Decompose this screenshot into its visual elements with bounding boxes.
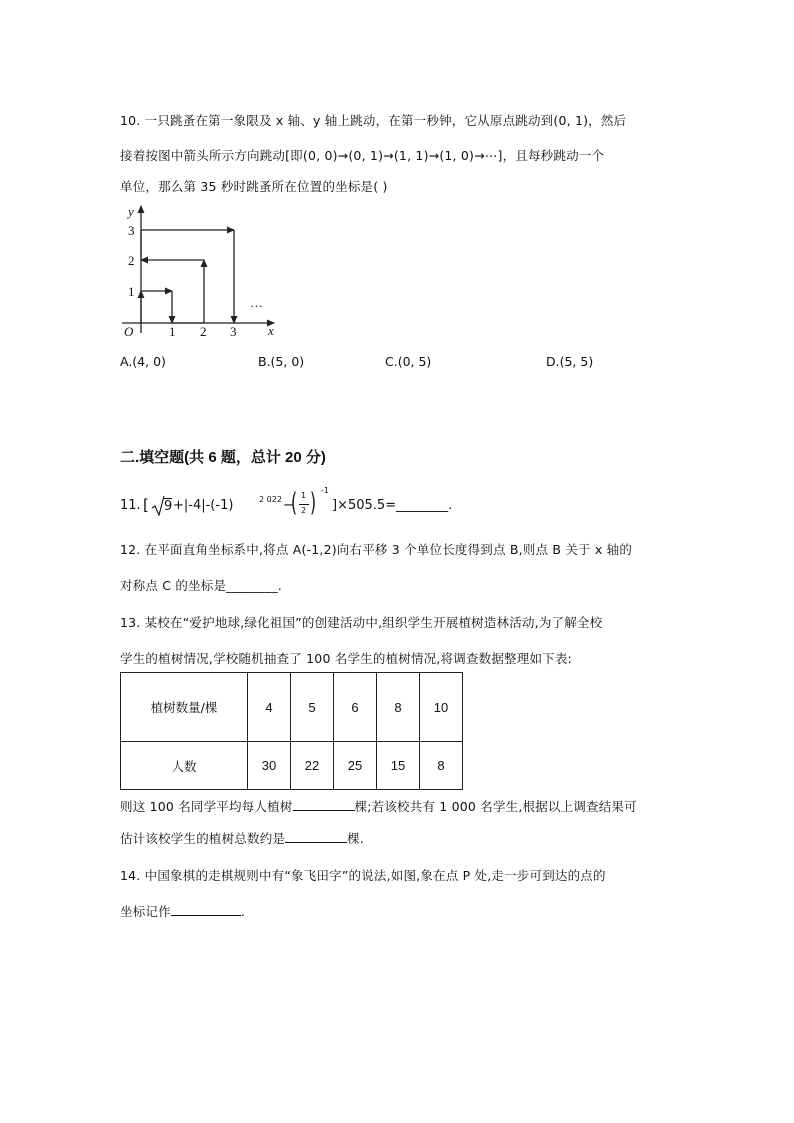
x-tick-3: 3 [230,324,237,338]
q14-text-line-1: 14. 中国象棋的走棋规则中有“象飞田字”的说法,如图,象在点 P 处,走一步可到达的点的 [120,868,606,883]
row-label-tree-count: 植树数量/棵 [121,673,248,742]
q11-tail: ]×505.5=________. [332,498,453,513]
q13-text-line-2: 学生的植树情况,学校随机抽查了 100 名学生的植树情况,将调查数据整理如下表: [120,651,572,666]
q11-exponent: 2 022 [259,495,282,504]
x-tick-1: 1 [169,324,176,338]
table-cell: 10 [420,673,463,742]
table-cell: 4 [248,673,291,742]
q11-open-bracket: [ [143,496,149,514]
fraction-bar [299,504,309,505]
option-c: C.(0, 5) [385,354,432,369]
q12-text-line-1: 12. 在平面直角坐标系中,将点 A(-1,2)向右平移 3 个单位长度得到点 B,则点 B 关于 x 轴的 [120,542,633,557]
answer-blank[interactable] [171,903,241,916]
q14-line2-end: . [240,904,245,919]
flea-path-figure [118,203,288,338]
q13-text-line-1: 13. 某校在“爱护地球,绿化祖国”的创建活动中,组织学生开展植树造林活动,为了解全校 [120,615,603,630]
table-cell: 30 [248,742,291,790]
row-label-people: 人数 [121,742,248,790]
q11-frac-num: 1 [301,491,307,500]
section-2-heading: 二.填空题(共 6 题，总计 20 分) [120,449,326,466]
radical-sign [151,495,165,517]
q11-frac-den: 2 [301,506,307,515]
table-cell: 5 [291,673,334,742]
option-d: D.(5, 5) [546,354,594,369]
q14-text-line-2 [120,902,245,920]
q13-line3-end: 棵;若该校共有 1 000 名学生,根据以上调查结果可 [354,799,637,814]
q10-text-line-1: 10. 一只跳蚤在第一象限及 x 轴、y 轴上跳动，在第一秒钟，它从原点跳动到(0, 1)，然后 [120,113,627,128]
option-a: A.(4, 0) [120,354,166,369]
q13-line3-start: 则这 100 名同学平均每人植树 [120,799,293,814]
y-tick-1: 1 [128,284,135,299]
q13-text-line-4 [120,829,364,847]
x-tick-2: 2 [200,324,207,338]
q10-text-line-2: 接着按图中箭头所示方向跳动[即(0, 0)→(0, 1)→(1, 1)→(1, 0)→⋯]，且每秒跳动一个 [120,148,605,163]
answer-blank[interactable] [285,830,347,843]
table-cell: 6 [334,673,377,742]
q13-line4-start: 估计该校学生的植树总数约是 [120,831,286,846]
q11-number: 11. [120,498,141,513]
y-axis-label: y [128,204,134,219]
y-tick-2: 2 [128,253,135,268]
origin-label: O [124,324,134,338]
table-row [121,742,463,790]
q13-text-line-3 [120,797,637,815]
table-cell: 25 [334,742,377,790]
table-cell: 22 [291,742,334,790]
q10-text-line-3: 单位，那么第 35 秒时跳蚤所在位置的坐标是( ) [120,179,388,194]
answer-blank[interactable] [293,798,355,811]
tree-planting-table [120,672,463,790]
table-cell: 8 [420,742,463,790]
table-cell: 15 [377,742,420,790]
option-b: B.(5, 0) [258,354,305,369]
q12-text-line-2: 对称点 C 的坐标是________. [120,578,282,593]
q14-line2-start: 坐标记作 [120,904,171,919]
q11-abs-part: +|-4|-(-1) [173,498,234,513]
y-tick-3: 3 [128,223,135,238]
table-row [121,673,463,742]
ellipsis: … [250,295,263,310]
q13-line4-end: 棵. [347,831,364,846]
table-cell: 8 [377,673,420,742]
q11-minus: − [283,498,294,513]
q11-radicand: 9 [164,499,173,514]
q11-neg-exponent: -1 [321,486,329,495]
x-axis-label: x [268,323,274,338]
